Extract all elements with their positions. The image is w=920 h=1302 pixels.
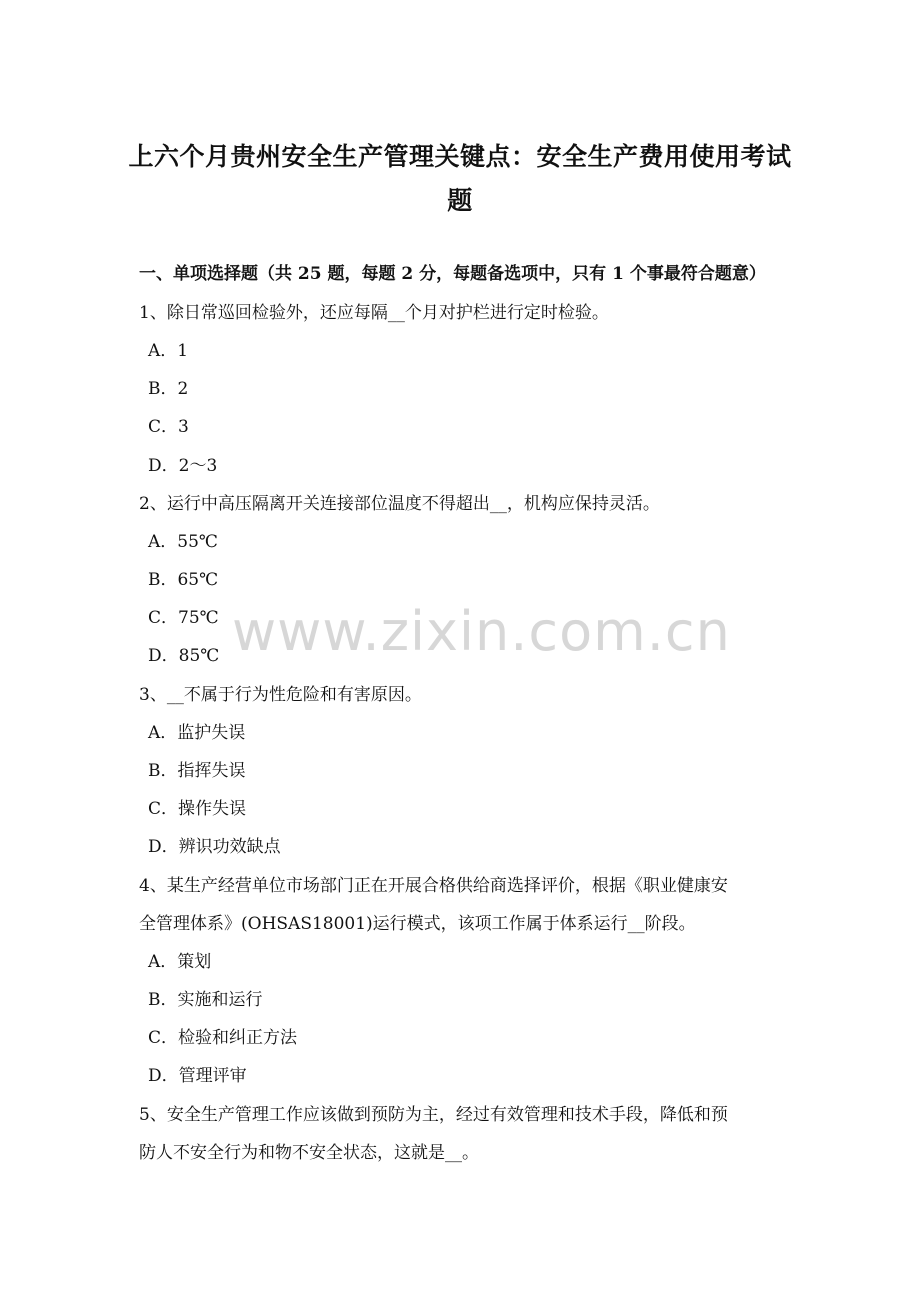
document-title-line2: 题	[447, 186, 473, 215]
question-4-stem-line1: 4、某生产经营单位市场部门正在开展合格供给商选择评价，根据《职业健康安	[139, 876, 728, 896]
question-2-option-b: B．65℃	[148, 570, 219, 590]
watermark: www.zixin.com.cn	[232, 600, 731, 663]
question-2-option-a: A．55℃	[148, 532, 218, 552]
question-4-stem-line2: 全管理体系》(OHSAS18001)运行模式，该项工作属于体系运行__阶段。	[139, 914, 696, 934]
question-5-stem-line1: 5、安全生产管理工作应该做到预防为主，经过有效管理和技术手段，降低和预	[139, 1105, 728, 1125]
question-1-option-c: C．3	[148, 417, 189, 437]
question-2-option-d: D．85℃	[148, 646, 220, 666]
question-2-stem: 2、运行中高压隔离开关连接部位温度不得超出__，机构应保持灵活。	[139, 494, 660, 514]
section-heading: 一、单项选择题（共 25 题，每题 2 分，每题备选项中，只有 1 个事最符合题意）	[139, 264, 766, 284]
question-3-stem: 3、__不属于行为性危险和有害原因。	[139, 685, 422, 705]
question-1-stem: 1、除日常巡回检验外，还应每隔__个月对护栏进行定时检验。	[139, 303, 609, 323]
question-4-option-a: A．策划	[148, 952, 212, 972]
question-1-option-a: A．1	[148, 341, 189, 361]
question-3-option-b: B．指挥失误	[148, 761, 246, 781]
question-4-option-d: D．管理评审	[148, 1066, 247, 1086]
question-3-option-d: D．辨识功效缺点	[148, 837, 281, 857]
question-5-stem-line2: 防人不安全行为和物不安全状态，这就是__。	[139, 1143, 479, 1163]
question-4-option-b: B．实施和运行	[148, 990, 263, 1010]
document-title-line1: 上六个月贵州安全生产管理关键点：安全生产费用使用考试	[128, 142, 792, 171]
question-3-option-c: C．操作失误	[148, 799, 247, 819]
question-4-option-c: C．检验和纠正方法	[148, 1028, 298, 1048]
question-3-option-a: A．监护失误	[148, 723, 246, 743]
question-2-option-c: C．75℃	[148, 608, 219, 628]
question-1-option-b: B．2	[148, 379, 189, 399]
question-1-option-d: D．2～3	[148, 456, 218, 476]
